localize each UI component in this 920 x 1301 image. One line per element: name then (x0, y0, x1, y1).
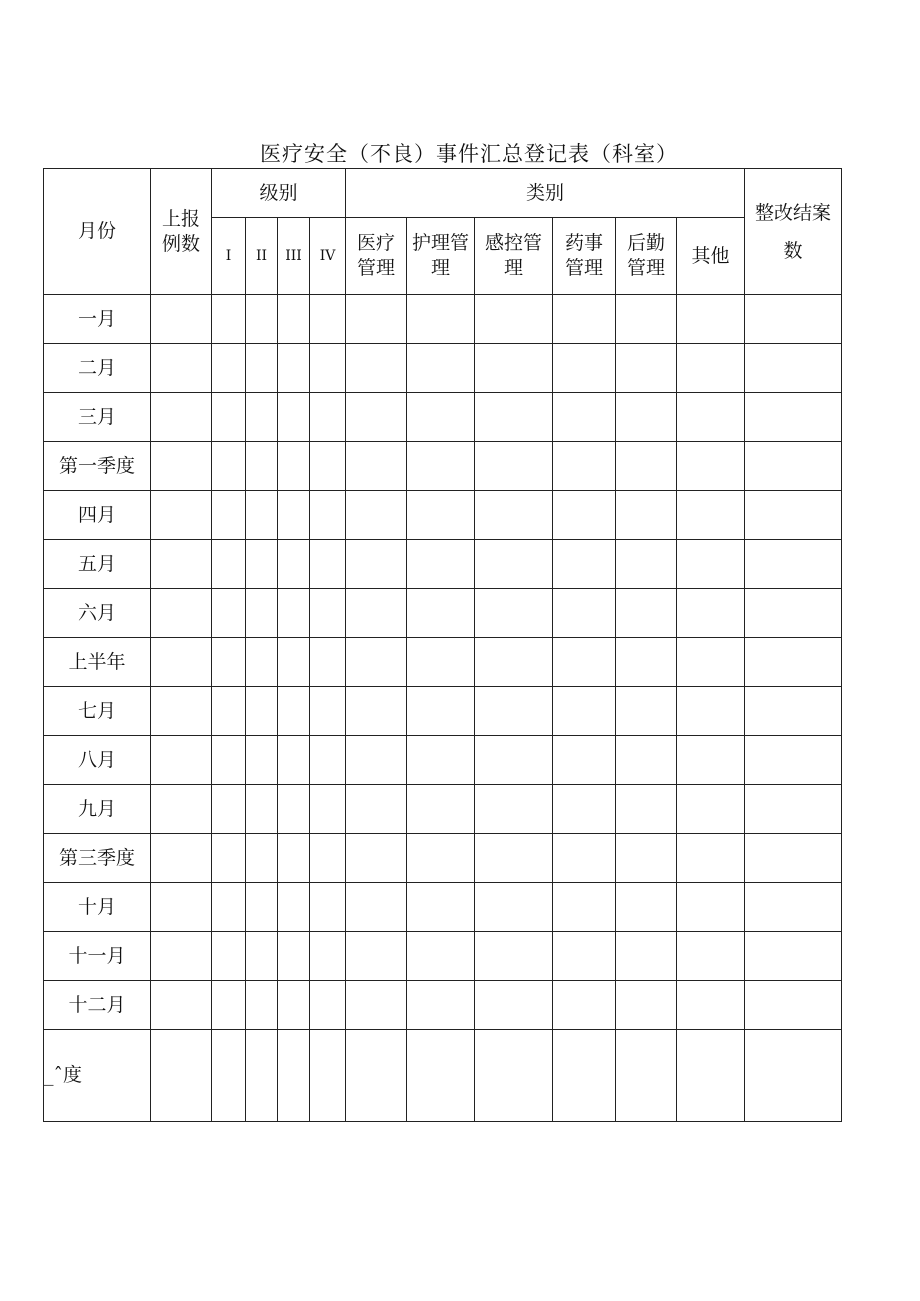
entry-cell[interactable] (475, 687, 553, 736)
entry-cell[interactable] (745, 736, 842, 785)
row-month-label: 上半年 (44, 638, 151, 687)
entry-cell[interactable] (745, 344, 842, 393)
entry-cell[interactable] (475, 295, 553, 344)
table-row (44, 540, 842, 589)
table-row (44, 883, 842, 932)
entry-cell[interactable] (475, 589, 553, 638)
entry-cell[interactable] (346, 687, 407, 736)
entry-cell[interactable] (475, 442, 553, 491)
entry-cell[interactable] (616, 491, 677, 540)
entry-cell[interactable] (475, 540, 553, 589)
entry-cell[interactable] (278, 834, 310, 883)
entry-cell[interactable] (407, 638, 475, 687)
level-header: I (212, 218, 246, 295)
entry-cell[interactable] (151, 883, 212, 932)
level-group-header: 级别 (212, 169, 346, 218)
entry-cell[interactable] (151, 589, 212, 638)
entry-cell[interactable] (677, 883, 745, 932)
entry-cell[interactable] (151, 442, 212, 491)
row-month-label: 一月 (44, 295, 151, 344)
entry-cell[interactable] (745, 883, 842, 932)
entry-cell[interactable] (745, 1030, 842, 1122)
entry-cell[interactable] (346, 589, 407, 638)
row-month-label: 七月 (44, 687, 151, 736)
entry-cell[interactable] (407, 785, 475, 834)
entry-cell[interactable] (278, 736, 310, 785)
entry-cell[interactable] (745, 834, 842, 883)
entry-cell[interactable] (346, 834, 407, 883)
entry-cell[interactable] (553, 883, 616, 932)
entry-cell[interactable] (616, 295, 677, 344)
row-month-label: 第一季度 (44, 442, 151, 491)
entry-cell[interactable] (278, 1030, 310, 1122)
entry-cell[interactable] (407, 295, 475, 344)
entry-cell[interactable] (246, 638, 278, 687)
entry-cell[interactable] (212, 687, 246, 736)
entry-cell[interactable] (278, 442, 310, 491)
level-header: IV (310, 218, 346, 295)
entry-cell[interactable] (475, 736, 553, 785)
entry-cell[interactable] (310, 393, 346, 442)
entry-cell[interactable] (745, 932, 842, 981)
page-title: 医疗安全（不良）事件汇总登记表（科室） (260, 142, 678, 166)
entry-cell[interactable] (677, 1030, 745, 1122)
entry-cell[interactable] (151, 295, 212, 344)
category-header: 医疗 管理 (346, 218, 407, 295)
row-month-label: 九月 (44, 785, 151, 834)
entry-cell[interactable] (677, 834, 745, 883)
row-month-label: 五月 (44, 540, 151, 589)
row-month-label: 第三季度 (44, 834, 151, 883)
entry-cell[interactable] (616, 589, 677, 638)
entry-cell[interactable] (151, 393, 212, 442)
entry-cell[interactable] (677, 638, 745, 687)
entry-cell[interactable] (212, 295, 246, 344)
row-month-label: 四月 (44, 491, 151, 540)
entry-cell[interactable] (346, 295, 407, 344)
entry-cell[interactable] (553, 589, 616, 638)
entry-cell[interactable] (616, 1030, 677, 1122)
entry-cell[interactable] (346, 785, 407, 834)
entry-cell[interactable] (475, 932, 553, 981)
entry-cell[interactable] (246, 442, 278, 491)
entry-cell[interactable] (246, 589, 278, 638)
month-header: 月份 (44, 169, 151, 295)
entry-cell[interactable] (151, 344, 212, 393)
category-header: 药事 管理 (553, 218, 616, 295)
entry-cell[interactable] (745, 295, 842, 344)
entry-cell[interactable] (310, 491, 346, 540)
entry-cell[interactable] (246, 736, 278, 785)
entry-cell[interactable] (745, 638, 842, 687)
entry-cell[interactable] (616, 638, 677, 687)
entry-cell[interactable] (151, 687, 212, 736)
entry-cell[interactable] (212, 736, 246, 785)
entry-cell[interactable] (475, 344, 553, 393)
entry-cell[interactable] (278, 883, 310, 932)
entry-cell[interactable] (475, 834, 553, 883)
entry-cell[interactable] (616, 687, 677, 736)
entry-cell[interactable] (677, 295, 745, 344)
entry-cell[interactable] (616, 834, 677, 883)
entry-cell[interactable] (310, 687, 346, 736)
entry-cell[interactable] (745, 589, 842, 638)
entry-cell[interactable] (151, 981, 212, 1030)
closed-count-header (745, 169, 842, 295)
reported-line2: 例数 (161, 232, 200, 255)
entry-cell[interactable] (745, 442, 842, 491)
entry-cell[interactable] (346, 932, 407, 981)
reported-count-header (151, 169, 212, 295)
entry-cell[interactable] (151, 736, 212, 785)
entry-cell[interactable] (553, 442, 616, 491)
row-month-label: 十一月 (44, 932, 151, 981)
entry-cell[interactable] (407, 491, 475, 540)
entry-cell[interactable] (553, 736, 616, 785)
entry-cell[interactable] (407, 442, 475, 491)
level-header: II (246, 218, 278, 295)
row-month-label: 三月 (44, 393, 151, 442)
entry-cell[interactable] (212, 344, 246, 393)
entry-cell[interactable] (616, 393, 677, 442)
entry-cell[interactable] (212, 883, 246, 932)
table-row (44, 834, 842, 883)
entry-cell[interactable] (346, 540, 407, 589)
entry-cell[interactable] (212, 932, 246, 981)
entry-cell[interactable] (677, 589, 745, 638)
entry-cell[interactable] (553, 932, 616, 981)
entry-cell[interactable] (278, 295, 310, 344)
table-row (44, 932, 842, 981)
entry-cell[interactable] (278, 393, 310, 442)
entry-cell[interactable] (616, 344, 677, 393)
table-row (44, 393, 842, 442)
row-month-label: 十月 (44, 883, 151, 932)
entry-cell[interactable] (616, 540, 677, 589)
entry-cell[interactable] (310, 834, 346, 883)
entry-cell[interactable] (246, 540, 278, 589)
row-month-label: _ˆ度 (44, 1030, 151, 1122)
entry-cell[interactable] (677, 785, 745, 834)
entry-cell[interactable] (346, 736, 407, 785)
entry-cell[interactable] (677, 344, 745, 393)
event-register-table (43, 168, 842, 1122)
entry-cell[interactable] (212, 638, 246, 687)
entry-cell[interactable] (475, 785, 553, 834)
row-month-label: 十二月 (44, 981, 151, 1030)
entry-cell[interactable] (278, 491, 310, 540)
entry-cell[interactable] (278, 981, 310, 1030)
entry-cell[interactable] (553, 785, 616, 834)
entry-cell[interactable] (407, 344, 475, 393)
entry-cell[interactable] (407, 883, 475, 932)
entry-cell[interactable] (310, 344, 346, 393)
entry-cell[interactable] (407, 1030, 475, 1122)
table-row (44, 687, 842, 736)
table-row (44, 981, 842, 1030)
entry-cell[interactable] (278, 932, 310, 981)
entry-cell[interactable] (346, 981, 407, 1030)
entry-cell[interactable] (677, 540, 745, 589)
entry-cell[interactable] (278, 344, 310, 393)
entry-cell[interactable] (212, 834, 246, 883)
row-month-label: 八月 (44, 736, 151, 785)
entry-cell[interactable] (246, 785, 278, 834)
entry-cell[interactable] (407, 687, 475, 736)
closed-line1: 整改结案 (755, 201, 832, 224)
entry-cell[interactable] (310, 883, 346, 932)
entry-cell[interactable] (212, 442, 246, 491)
entry-cell[interactable] (616, 442, 677, 491)
entry-cell[interactable] (310, 1030, 346, 1122)
reported-line1: 上报 (161, 207, 200, 230)
table-row (44, 295, 842, 344)
entry-cell[interactable] (246, 687, 278, 736)
entry-cell[interactable] (246, 981, 278, 1030)
header-row-1 (44, 169, 842, 218)
level-header: III (278, 218, 310, 295)
entry-cell[interactable] (407, 736, 475, 785)
entry-cell[interactable] (407, 981, 475, 1030)
entry-cell[interactable] (278, 687, 310, 736)
entry-cell[interactable] (246, 295, 278, 344)
entry-cell[interactable] (346, 491, 407, 540)
entry-cell[interactable] (346, 883, 407, 932)
entry-cell[interactable] (212, 393, 246, 442)
entry-cell[interactable] (553, 687, 616, 736)
entry-cell[interactable] (151, 785, 212, 834)
entry-cell[interactable] (346, 393, 407, 442)
entry-cell[interactable] (475, 638, 553, 687)
entry-cell[interactable] (553, 344, 616, 393)
entry-cell[interactable] (346, 638, 407, 687)
category-header: 护理管 理 (407, 218, 475, 295)
closed-line2: 数 (783, 239, 803, 262)
entry-cell[interactable] (616, 736, 677, 785)
table-row (44, 491, 842, 540)
entry-cell[interactable] (310, 442, 346, 491)
entry-cell[interactable] (246, 1030, 278, 1122)
entry-cell[interactable] (212, 491, 246, 540)
entry-cell[interactable] (278, 785, 310, 834)
entry-cell[interactable] (407, 540, 475, 589)
entry-cell[interactable] (745, 540, 842, 589)
entry-cell[interactable] (346, 442, 407, 491)
entry-cell[interactable] (151, 638, 212, 687)
entry-cell[interactable] (553, 981, 616, 1030)
category-header: 后勤 管理 (616, 218, 677, 295)
entry-cell[interactable] (151, 932, 212, 981)
entry-cell[interactable] (310, 785, 346, 834)
row-month-label: 二月 (44, 344, 151, 393)
entry-cell[interactable] (475, 491, 553, 540)
entry-cell[interactable] (407, 589, 475, 638)
entry-cell[interactable] (212, 1030, 246, 1122)
entry-cell[interactable] (212, 785, 246, 834)
entry-cell[interactable] (246, 491, 278, 540)
entry-cell[interactable] (407, 834, 475, 883)
entry-cell[interactable] (745, 981, 842, 1030)
entry-cell[interactable] (246, 393, 278, 442)
entry-cell[interactable] (310, 638, 346, 687)
entry-cell[interactable] (346, 1030, 407, 1122)
entry-cell[interactable] (151, 1030, 212, 1122)
category-header: 感控管 理 (475, 218, 553, 295)
entry-cell[interactable] (553, 491, 616, 540)
entry-cell[interactable] (677, 393, 745, 442)
entry-cell[interactable] (310, 589, 346, 638)
table-row (44, 638, 842, 687)
entry-cell[interactable] (310, 981, 346, 1030)
entry-cell[interactable] (475, 883, 553, 932)
entry-cell[interactable] (151, 834, 212, 883)
table-row (44, 589, 842, 638)
entry-cell[interactable] (212, 540, 246, 589)
entry-cell[interactable] (475, 981, 553, 1030)
entry-cell[interactable] (616, 785, 677, 834)
entry-cell[interactable] (745, 491, 842, 540)
entry-cell[interactable] (246, 932, 278, 981)
entry-cell[interactable] (553, 540, 616, 589)
entry-cell[interactable] (677, 442, 745, 491)
entry-cell[interactable] (151, 540, 212, 589)
entry-cell[interactable] (745, 687, 842, 736)
entry-cell[interactable] (407, 932, 475, 981)
entry-cell[interactable] (616, 932, 677, 981)
table-body (44, 295, 842, 1122)
entry-cell[interactable] (745, 393, 842, 442)
table-row (44, 344, 842, 393)
entry-cell[interactable] (475, 393, 553, 442)
table-row (44, 736, 842, 785)
entry-cell[interactable] (553, 638, 616, 687)
entry-cell[interactable] (553, 393, 616, 442)
table-row (44, 442, 842, 491)
entry-cell[interactable] (677, 981, 745, 1030)
entry-cell[interactable] (278, 589, 310, 638)
category-header: 其他 (677, 218, 745, 295)
entry-cell[interactable] (475, 1030, 553, 1122)
entry-cell[interactable] (212, 981, 246, 1030)
entry-cell[interactable] (212, 589, 246, 638)
entry-cell[interactable] (346, 344, 407, 393)
entry-cell[interactable] (553, 834, 616, 883)
entry-cell[interactable] (151, 491, 212, 540)
entry-cell[interactable] (677, 736, 745, 785)
entry-cell[interactable] (310, 295, 346, 344)
entry-cell[interactable] (407, 393, 475, 442)
row-month-label: 六月 (44, 589, 151, 638)
entry-cell[interactable] (677, 932, 745, 981)
table-row (44, 1030, 842, 1122)
entry-cell[interactable] (246, 883, 278, 932)
entry-cell[interactable] (246, 834, 278, 883)
entry-cell[interactable] (278, 638, 310, 687)
entry-cell[interactable] (677, 687, 745, 736)
entry-cell[interactable] (278, 540, 310, 589)
entry-cell[interactable] (310, 736, 346, 785)
entry-cell[interactable] (616, 883, 677, 932)
entry-cell[interactable] (553, 295, 616, 344)
table-row (44, 785, 842, 834)
entry-cell[interactable] (616, 981, 677, 1030)
entry-cell[interactable] (310, 540, 346, 589)
entry-cell[interactable] (553, 1030, 616, 1122)
category-group-header: 类别 (346, 169, 745, 218)
entry-cell[interactable] (745, 785, 842, 834)
entry-cell[interactable] (677, 491, 745, 540)
entry-cell[interactable] (310, 932, 346, 981)
entry-cell[interactable] (246, 344, 278, 393)
